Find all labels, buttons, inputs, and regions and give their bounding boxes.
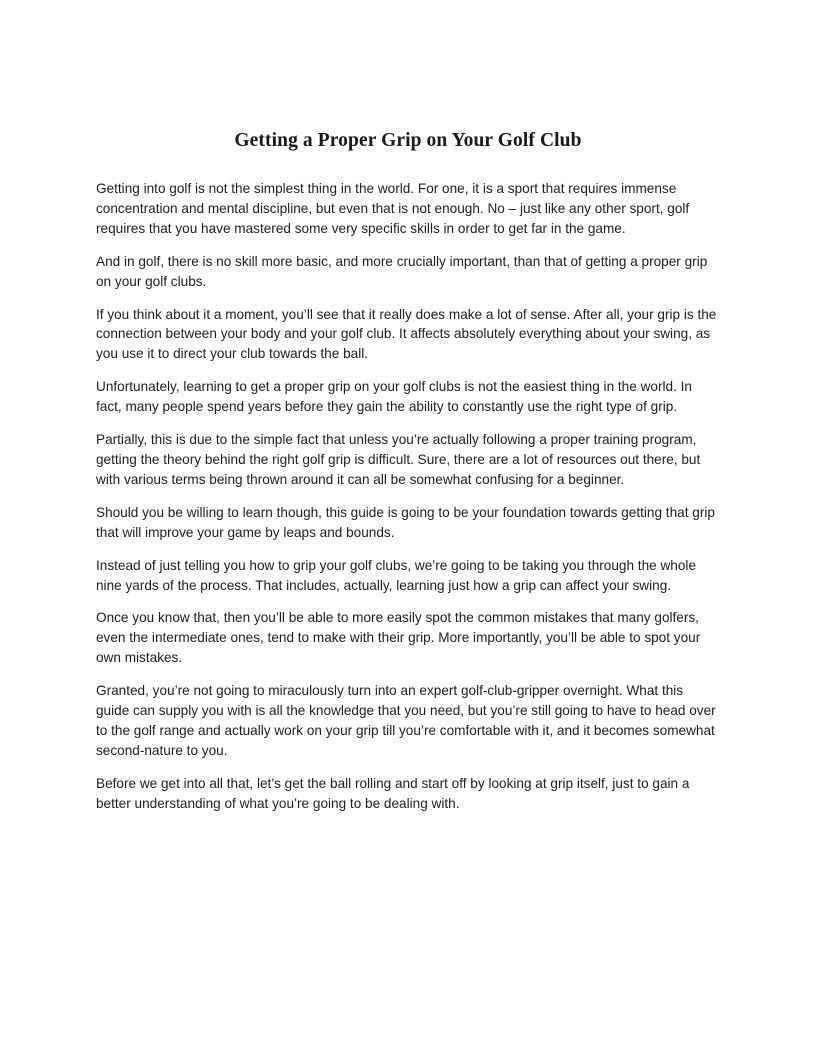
- paragraph-practice: Granted, you’re not going to miraculously turn into an expert golf-club-gripper overnight. What this guide can supply you with is all the knowledge that you need, but you’re still going to have to head over to the golf range and actually work on your grip till you’re comfortable with it, and it becomes somewhat second-nature to you.: [96, 683, 716, 758]
- paragraph-whole-nine-yards: Instead of just telling you how to grip your golf clubs, we’re going to be taking you through the whole nine yards of the process. That includes, actually, learning just how a grip can affect your swing.: [96, 557, 697, 593]
- paragraph-ball-rolling: Before we get into all that, let’s get the ball rolling and start off by looking at grip itself, just to gain a better understanding of what you’re going to be dealing with.: [96, 775, 690, 811]
- document-content: [96, 128, 720, 827]
- paragraph-training-program: Partially, this is due to the simple fact that unless you’re actually following a proper training program, getting the theory behind the right golf grip is difficult. Sure, there are a lot of resources out there, but with various terms being thrown around it can all be somewhat confusing for a beginner.: [96, 432, 701, 487]
- paragraph-spot-mistakes: Once you know that, then you’ll be able to more easily spot the common mistakes that many golfers, even the intermediate ones, tend to make with their grip. More importantly, you’ll be able to spot your own mistakes.: [96, 610, 701, 666]
- document-title: Getting a Proper Grip on Your Golf Club: [234, 130, 582, 151]
- paragraph-intro: Getting into golf is not the simplest thing in the world. For one, it is a sport that requires immense concentration and mental discipline, but even that is not enough. No – just like any other sport, golf requires that you have mastered some very specific skills in order to get far in the game.: [96, 181, 690, 236]
- paragraph-basic-skill: And in golf, there is no skill more basic, and more crucially important, than that of getting a proper grip on your golf clubs.: [96, 253, 708, 289]
- paragraph-not-easiest: Unfortunately, learning to get a proper grip on your golf clubs is not the easiest thing in the world. In fact, many people spend years before they gain the ability to constantly use the right type of grip.: [96, 379, 692, 415]
- paragraph-foundation: Should you be willing to learn though, this guide is going to be your foundation towards getting that grip that will improve your game by leaps and bounds.: [96, 504, 715, 540]
- paragraph-connection: If you think about it a moment, you’ll see that it really does make a lot of sense. After all, your grip is the connection between your body and your golf club. It affects absolutely everything about your swing, as you use it to direct your club towards the ball.: [96, 306, 717, 362]
